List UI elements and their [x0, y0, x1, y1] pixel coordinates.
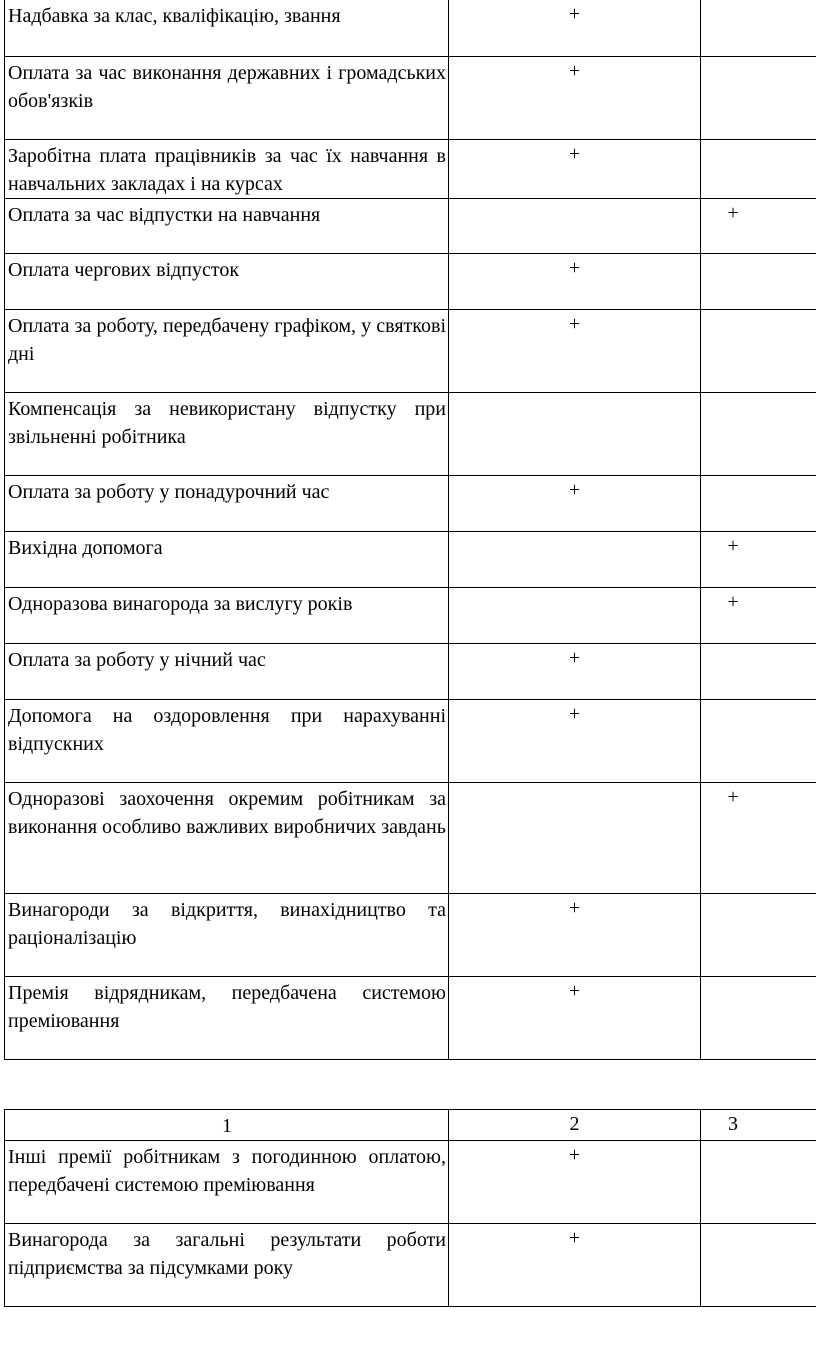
mark-col-2 — [449, 392, 701, 475]
mark-col-3 — [701, 309, 816, 392]
table-row — [5, 1224, 816, 1307]
mark-col-3 — [701, 699, 816, 782]
mark-col-3 — [701, 893, 816, 976]
row-label: Оплата чергових відпусток — [5, 253, 449, 309]
table-row — [5, 782, 816, 893]
row-label: Заробітна плата працівників за час їх навчання в навчальних закладах і на курсах — [5, 139, 449, 198]
mark-col-2: + — [449, 139, 701, 198]
mark-col-3: + — [701, 587, 816, 643]
row-label: Вихідна допомога — [5, 531, 449, 587]
mark-col-2 — [449, 198, 701, 253]
payroll-table-continued — [4, 0, 816, 1060]
mark-col-2: + — [449, 643, 701, 699]
mark-col-2 — [449, 587, 701, 643]
mark-col-3 — [701, 0, 816, 56]
table-row — [5, 198, 816, 253]
mark-col-3 — [701, 1141, 816, 1224]
table-row — [5, 0, 816, 56]
row-label: Оплата за час відпустки на навчання — [5, 198, 449, 253]
row-label: Одноразова винагорода за вислугу років — [5, 587, 449, 643]
row-label: Компенсація за невикористану відпустку при звільненні робітника — [5, 392, 449, 475]
table-row — [5, 893, 816, 976]
column-number-2: 2 — [449, 1110, 701, 1141]
column-number-1: 1 — [5, 1110, 449, 1141]
mark-col-3: + — [701, 531, 816, 587]
row-label: Винагорода за загальні результати роботи підприємства за підсумками року — [5, 1224, 449, 1307]
mark-col-2: + — [449, 893, 701, 976]
table-row — [5, 392, 816, 475]
table-row — [5, 56, 816, 139]
table-row — [5, 309, 816, 392]
row-label: Оплата за роботу, передбачену графіком, у святкові дні — [5, 309, 449, 392]
mark-col-2: + — [449, 0, 701, 56]
row-label: Оплата за роботу у понадурочний час — [5, 475, 449, 531]
mark-col-2: + — [449, 309, 701, 392]
mark-col-2 — [449, 782, 701, 893]
mark-col-2 — [449, 531, 701, 587]
mark-col-3 — [701, 139, 816, 198]
mark-col-2: + — [449, 699, 701, 782]
payroll-table-page-2 — [4, 1109, 816, 1307]
mark-col-2: + — [449, 1224, 701, 1307]
table-row — [5, 976, 816, 1059]
mark-col-3 — [701, 392, 816, 475]
row-label: Премія відрядникам, передбачена системою преміювання — [5, 976, 449, 1059]
mark-col-2: + — [449, 56, 701, 139]
row-label: Допомога на оздоровлення при нарахуванні відпускних — [5, 699, 449, 782]
mark-col-3 — [701, 475, 816, 531]
row-label: Оплата за роботу у нічний час — [5, 643, 449, 699]
table-row — [5, 699, 816, 782]
column-number-header — [5, 1110, 816, 1141]
mark-col-2: + — [449, 253, 701, 309]
column-number-3: 3 — [701, 1110, 816, 1141]
row-label: Надбавка за клас, кваліфікацію, звання — [5, 0, 449, 56]
table-row — [5, 643, 816, 699]
table-row — [5, 531, 816, 587]
mark-col-3 — [701, 643, 816, 699]
mark-col-3: + — [701, 198, 816, 253]
mark-col-3 — [701, 56, 816, 139]
mark-col-3 — [701, 1224, 816, 1307]
mark-col-2: + — [449, 1141, 701, 1224]
mark-col-2: + — [449, 976, 701, 1059]
table-row — [5, 139, 816, 198]
table-row — [5, 475, 816, 531]
table-row — [5, 587, 816, 643]
mark-col-3 — [701, 976, 816, 1059]
mark-col-3: + — [701, 782, 816, 893]
table-row — [5, 253, 816, 309]
row-label: Винагороди за відкриття, винахідництво та раціоналізацію — [5, 893, 449, 976]
mark-col-2: + — [449, 475, 701, 531]
row-label: Інші премії робітникам з погодинною оплатою, передбачені системою преміювання — [5, 1141, 449, 1224]
table-row — [5, 1141, 816, 1224]
row-label: Одноразові заохочення окремим робітникам за виконання особливо важливих виробничих завдань — [5, 782, 449, 893]
mark-col-3 — [701, 253, 816, 309]
row-label: Оплата за час виконання державних і громадських обов'язків — [5, 56, 449, 139]
